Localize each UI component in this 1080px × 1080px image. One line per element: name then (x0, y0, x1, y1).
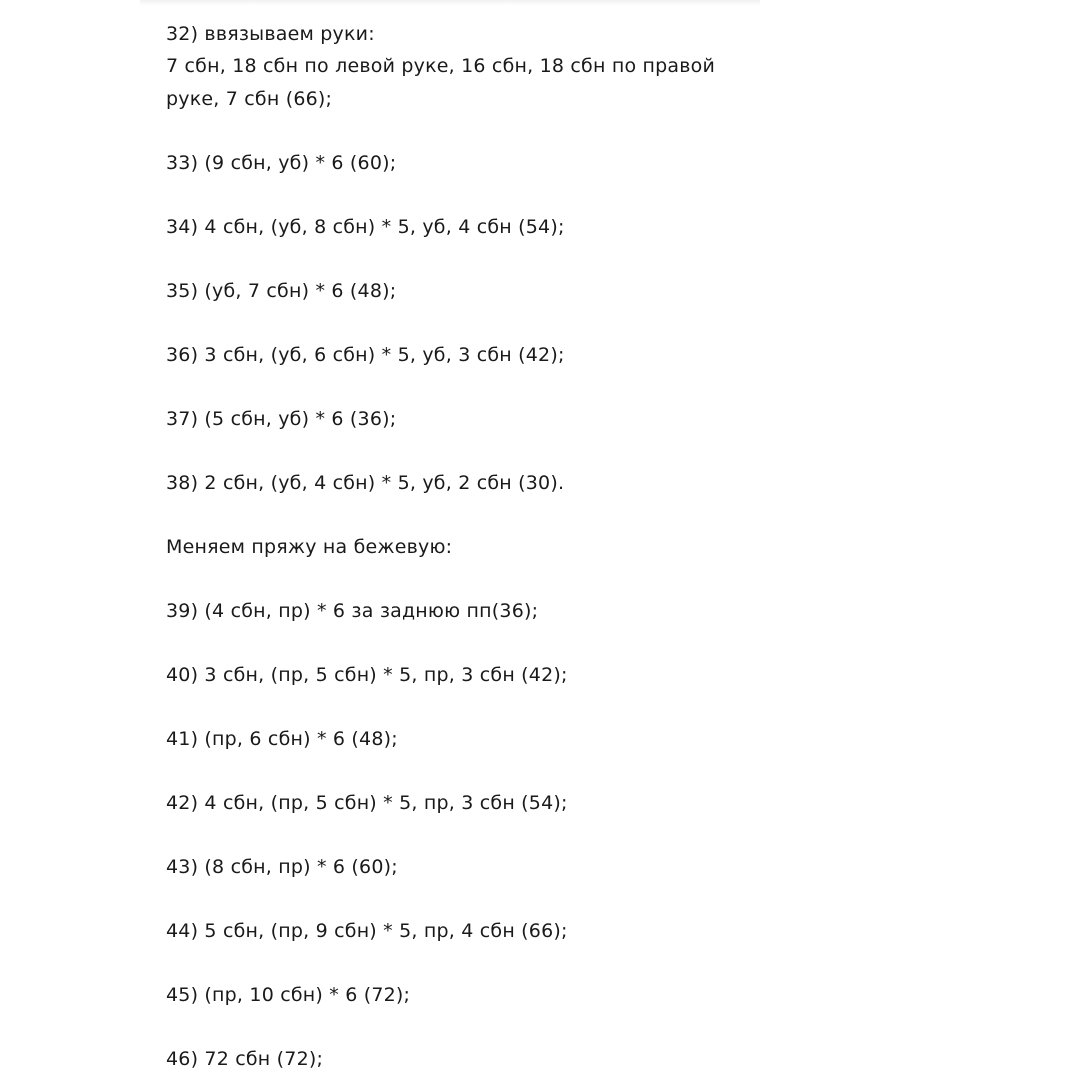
row-34: 34) 4 сбн, (уб, 8 сбн) * 5, уб, 4 сбн (54); (166, 216, 565, 238)
yarn-change-note: Меняем пряжу на бежевую: (166, 536, 453, 558)
row-44: 44) 5 сбн, (пр, 9 сбн) * 5, пр, 4 сбн (66); (166, 920, 568, 942)
row-36: 36) 3 сбн, (уб, 6 сбн) * 5, уб, 3 сбн (42); (166, 344, 565, 366)
row-40: 40) 3 сбн, (пр, 5 сбн) * 5, пр, 3 сбн (42); (166, 664, 568, 686)
row-32-instructions-2: руке, 7 сбн (66); (166, 88, 333, 110)
row-35: 35) (уб, 7 сбн) * 6 (48); (166, 280, 397, 302)
row-46: 46) 72 сбн (72); (166, 1048, 324, 1070)
row-32-instructions-1: 7 сбн, 18 сбн по левой руке, 16 сбн, 18 сбн по правой (166, 55, 716, 77)
row-39: 39) (4 сбн, пр) * 6 за заднюю пп(36); (166, 600, 539, 622)
row-43: 43) (8 сбн, пр) * 6 (60); (166, 856, 398, 878)
row-37: 37) (5 сбн, уб) * 6 (36); (166, 408, 397, 430)
row-33: 33) (9 сбн, уб) * 6 (60); (166, 152, 397, 174)
top-edge-shadow (140, 0, 760, 6)
row-45: 45) (пр, 10 сбн) * 6 (72); (166, 984, 411, 1006)
row-38: 38) 2 сбн, (уб, 4 сбн) * 5, уб, 2 сбн (30). (166, 472, 565, 494)
row-41: 41) (пр, 6 сбн) * 6 (48); (166, 728, 398, 750)
row-32-heading: 32) ввязываем руки: (166, 23, 375, 45)
row-42: 42) 4 сбн, (пр, 5 сбн) * 5, пр, 3 сбн (54); (166, 792, 568, 814)
